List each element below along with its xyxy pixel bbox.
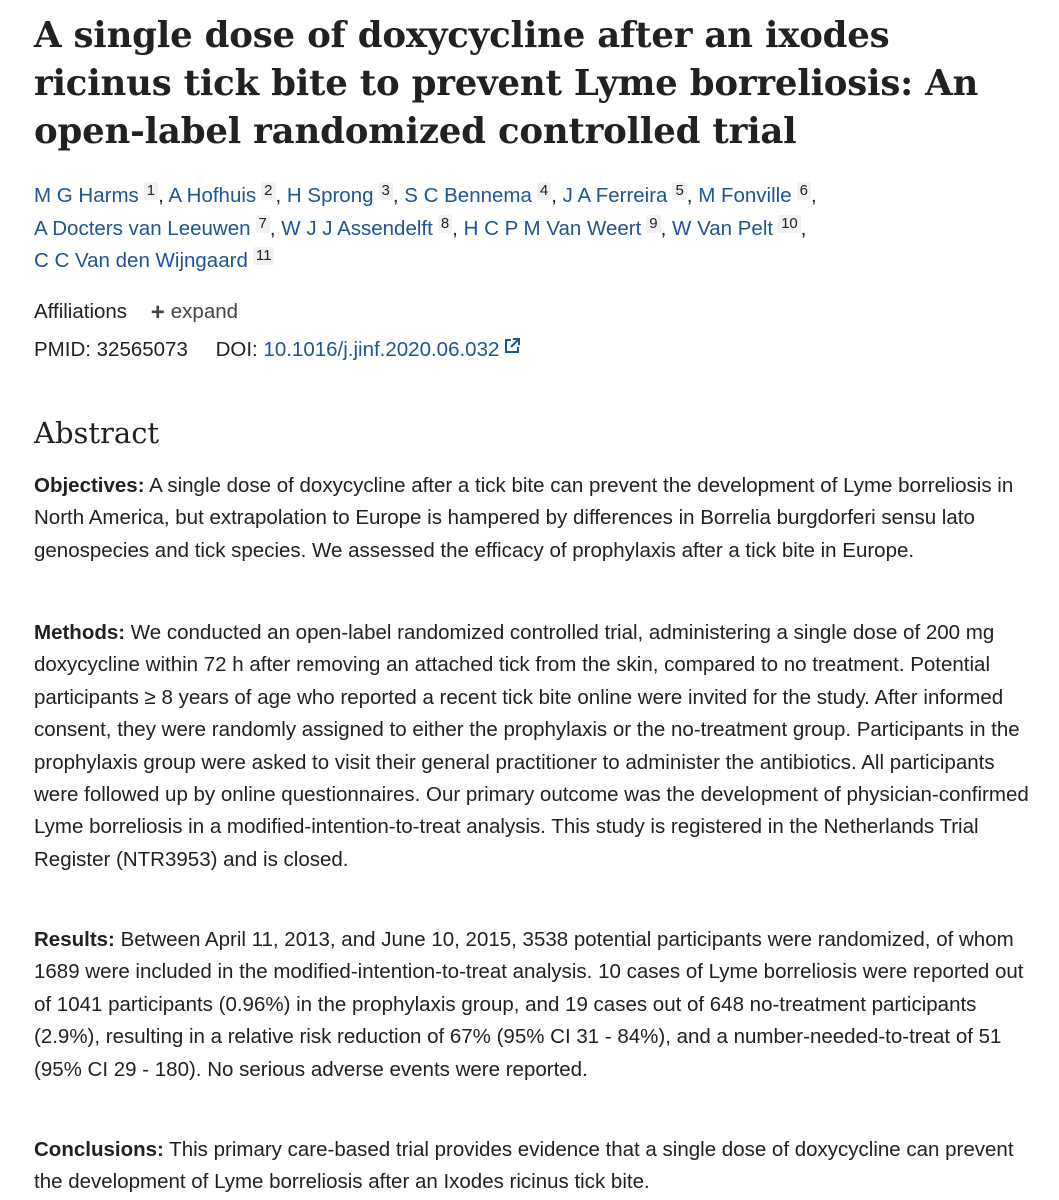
pmid: PMID: 32565073 <box>34 338 188 361</box>
separator: , <box>452 216 458 240</box>
affiliation-ref[interactable]: 3 <box>379 182 393 200</box>
author-6[interactable] <box>698 184 811 207</box>
separator: , <box>269 216 276 240</box>
doi-label: DOI: <box>215 338 258 361</box>
affiliation-ref[interactable]: 2 <box>261 182 275 200</box>
affiliation-ref[interactable]: 6 <box>797 182 811 200</box>
separator: , <box>158 184 164 207</box>
author-4[interactable] <box>404 184 551 207</box>
section-text: We conducted an open-label randomized controlled trial, administering a single dose of 200 mg doxycycline within 72 h after removing an attached tick from the skin, compared to no treatment. Potential participants ≥ 8 years of age who reported a recent tick bite online were invited for the study. After informed consent, they were randomly assigned to either the prophylaxis or the no-treatment group. Participants in the prophylaxis group were asked to visit their general practitioner to administer the antibiotics. All participants were followed up by online questionnaires. Our primary outcome was the development of physician-confirmed Lyme borreliosis in a modified-intention-to-treat analysis. This study is registered in the Netherlands Trial Register (NTR3953) and is closed. <box>34 621 1029 871</box>
affiliation-ref[interactable]: 1 <box>144 182 158 200</box>
affiliation-ref[interactable]: 8 <box>438 215 452 233</box>
author-link[interactable]: W Van Pelt <box>672 216 774 240</box>
author-5[interactable] <box>563 184 687 207</box>
separator: , <box>551 184 557 207</box>
abstract-heading: Abstract <box>34 416 160 450</box>
identifiers-row <box>34 335 521 366</box>
author-2[interactable] <box>168 184 275 207</box>
separator: , <box>275 184 282 207</box>
section-text: A single dose of doxycycline after a tick bite can prevent the development of Lyme borreliosis in North America, but extrapolation to Europe is hampered by differences in Borrelia burgdorferi sensu lato genospecies and tick species. We assessed the efficacy of prophylaxis after a tick bite in Europe. <box>34 474 1014 562</box>
author-link[interactable]: H Sprong <box>286 184 374 207</box>
author-link[interactable]: A Hofhuis <box>168 184 257 207</box>
separator: , <box>800 216 807 240</box>
author-1[interactable] <box>34 184 158 207</box>
separator: , <box>392 184 399 207</box>
expand-label: expand <box>170 300 239 323</box>
doi-value[interactable]: 10.1016/j.jinf.2020.06.032 <box>263 338 500 361</box>
abstract-conclusions <box>34 1134 1034 1199</box>
affiliation-ref[interactable]: 7 <box>256 215 270 233</box>
affiliation-ref[interactable]: 10 <box>778 215 801 233</box>
author-list <box>34 180 1034 278</box>
author-7[interactable] <box>34 214 270 240</box>
section-label: Methods: <box>34 621 126 644</box>
affiliation-ref[interactable]: 11 <box>253 247 275 265</box>
section-label: Objectives: <box>34 474 145 497</box>
author-link[interactable]: S C Bennema <box>404 184 532 207</box>
affiliation-ref[interactable]: 4 <box>537 182 551 200</box>
author-9[interactable] <box>463 214 661 240</box>
affiliations-row <box>34 296 238 327</box>
author-3[interactable] <box>287 184 393 207</box>
abstract-methods <box>34 617 1034 876</box>
author-link[interactable]: C C Van den Wijngaard <box>34 249 248 272</box>
abstract-results <box>34 924 1034 1086</box>
affiliation-ref[interactable]: 5 <box>672 182 686 200</box>
affiliations-label: Affiliations <box>34 300 128 323</box>
author-link[interactable]: W J J Assendelft <box>281 216 433 240</box>
section-label: Conclusions: <box>34 1138 164 1161</box>
separator: , <box>810 184 817 207</box>
section-text: This primary care-based trial provides evidence that a single dose of doxycycline can prevent the development of Lyme borreliosis after an Ixodes ricinus tick bite. <box>34 1138 1014 1194</box>
author-10[interactable] <box>672 214 801 240</box>
author-link[interactable]: J A Ferreira <box>562 184 668 207</box>
article-title: A single dose of doxycycline after an ixodes ricinus tick bite to prevent Lyme borreliosis: An open-label randomized controlled trial <box>34 15 979 152</box>
doi-link[interactable] <box>263 338 521 361</box>
separator: , <box>686 184 693 207</box>
affiliations-expand-button[interactable] <box>150 299 239 326</box>
author-link[interactable]: A Docters van Leeuwen <box>34 216 251 240</box>
plus-icon: + <box>150 299 165 326</box>
section-label: Results: <box>34 928 115 951</box>
author-link[interactable]: M Fonville <box>698 184 792 207</box>
author-link[interactable]: H C P M Van Weert <box>463 216 642 240</box>
affiliation-ref[interactable]: 9 <box>646 215 660 233</box>
author-link[interactable]: M G Harms <box>34 184 139 207</box>
author-8[interactable] <box>281 214 452 240</box>
external-link-icon[interactable] <box>503 334 521 364</box>
separator: , <box>660 216 667 240</box>
abstract-objectives <box>34 470 1034 567</box>
author-11[interactable] <box>34 249 274 272</box>
section-text: Between April 11, 2013, and June 10, 2015, 3538 potential participants were randomized, of whom 1689 were included in the modified-intention-to-treat analysis. 10 cases of Lyme borreliosis were reported out of 1041 participants (0.96%) in the prophylaxis group, and 19 cases out of 648 no-treatment participants (2.9%), resulting in a relative risk reduction of 67% (95% CI 31 - 84%), and a number-needed-to-treat of 51 (95% CI 29 - 180). No serious adverse events were reported. <box>34 928 1024 1081</box>
